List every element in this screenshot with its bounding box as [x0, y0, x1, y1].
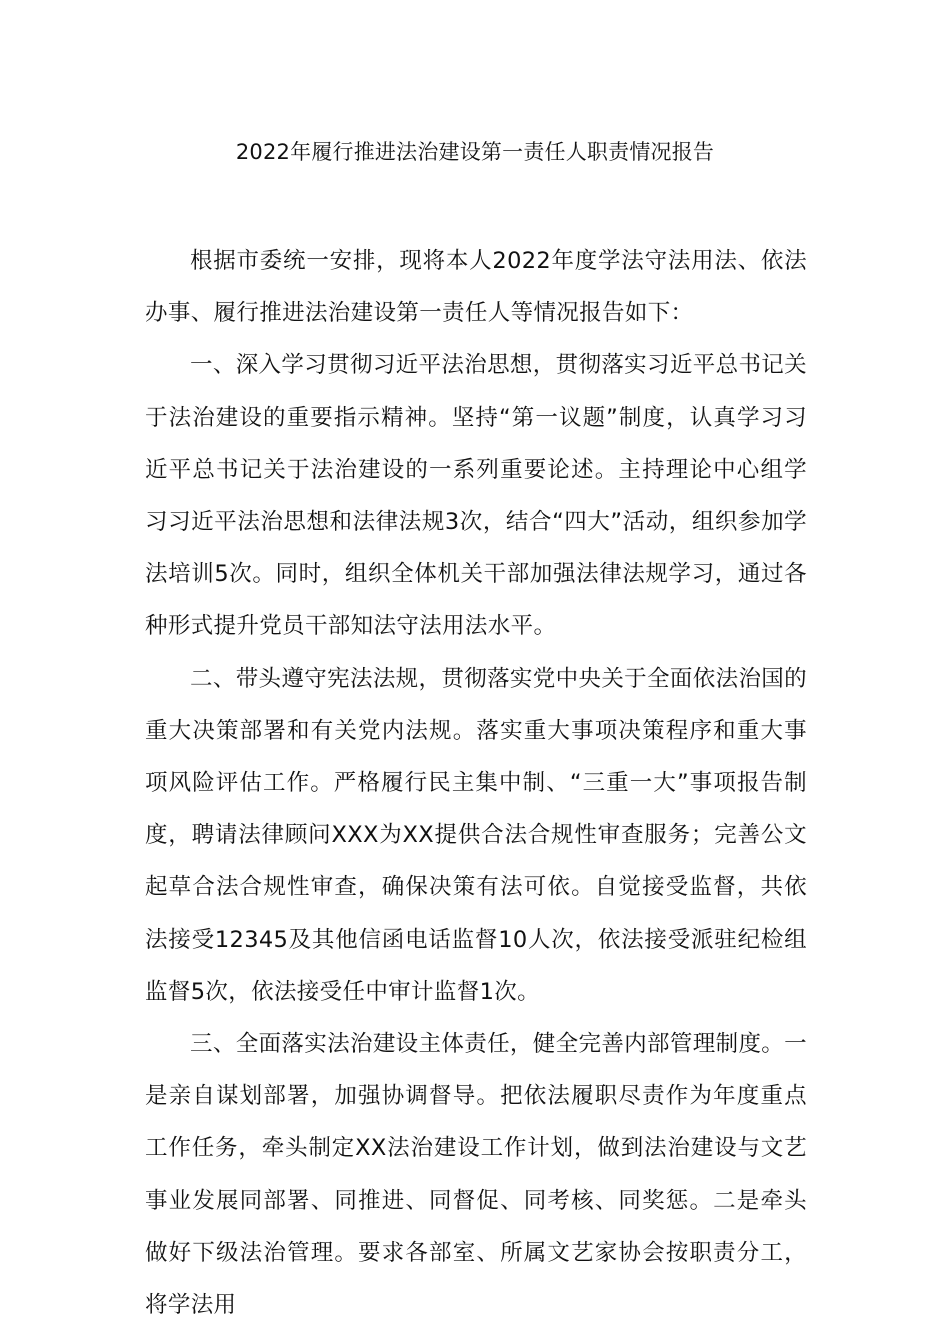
document-body [145, 235, 807, 1331]
paragraph-intro: 根据市委统一安排，现将本人2022年度学法守法用法、依法办事、履行推进法治建设第一责任人等情况报告如下： [145, 248, 807, 327]
paragraph-section-3: 三、全面落实法治建设主体责任，健全完善内部管理制度。一是亲自谋划部署，加强协调督导。把依法履职尽责作为年度重点工作任务，牵头制定XX法治建设工作计划，做到法治建设与文艺事业发展同部署、同推进、同督促、同考核、同奖惩。二是牵头做好下级法治管理。要求各部室、所属文艺家协会按职责分工，将学法用 [145, 1031, 807, 1319]
paragraph-section-2: 二、带头遵守宪法法规，贯彻落实党中央关于全面依法治国的重大决策部署和有关党内法规。落实重大事项决策程序和重大事项风险评估工作。严格履行民主集中制、“三重一大”事项报告制度，聘请法律顾问XXX为XX提供合法合规性审查服务；完善公文起草合法合规性审查，确保决策有法可依。自觉接受监督，共依法接受12345及其他信函电话监督10人次，依法接受派驻纪检组监督5次，依法接受任中审计监督1次。 [145, 665, 807, 1005]
document-title: 2022年履行推进法治建设第一责任人职责情况报告 [235, 140, 715, 164]
paragraph-section-1: 一、深入学习贯彻习近平法治思想，贯彻落实习近平总书记关于法治建设的重要指示精神。坚持“第一议题”制度，认真学习习近平总书记关于法治建设的一系列重要论述。主持理论中心组学习习近平法治思想和法律法规3次，结合“四大”活动，组织参加学法培训5次。同时，组织全体机关干部加强法律法规学习，通过各种形式提升党员干部知法守法用法水平。 [145, 352, 807, 640]
